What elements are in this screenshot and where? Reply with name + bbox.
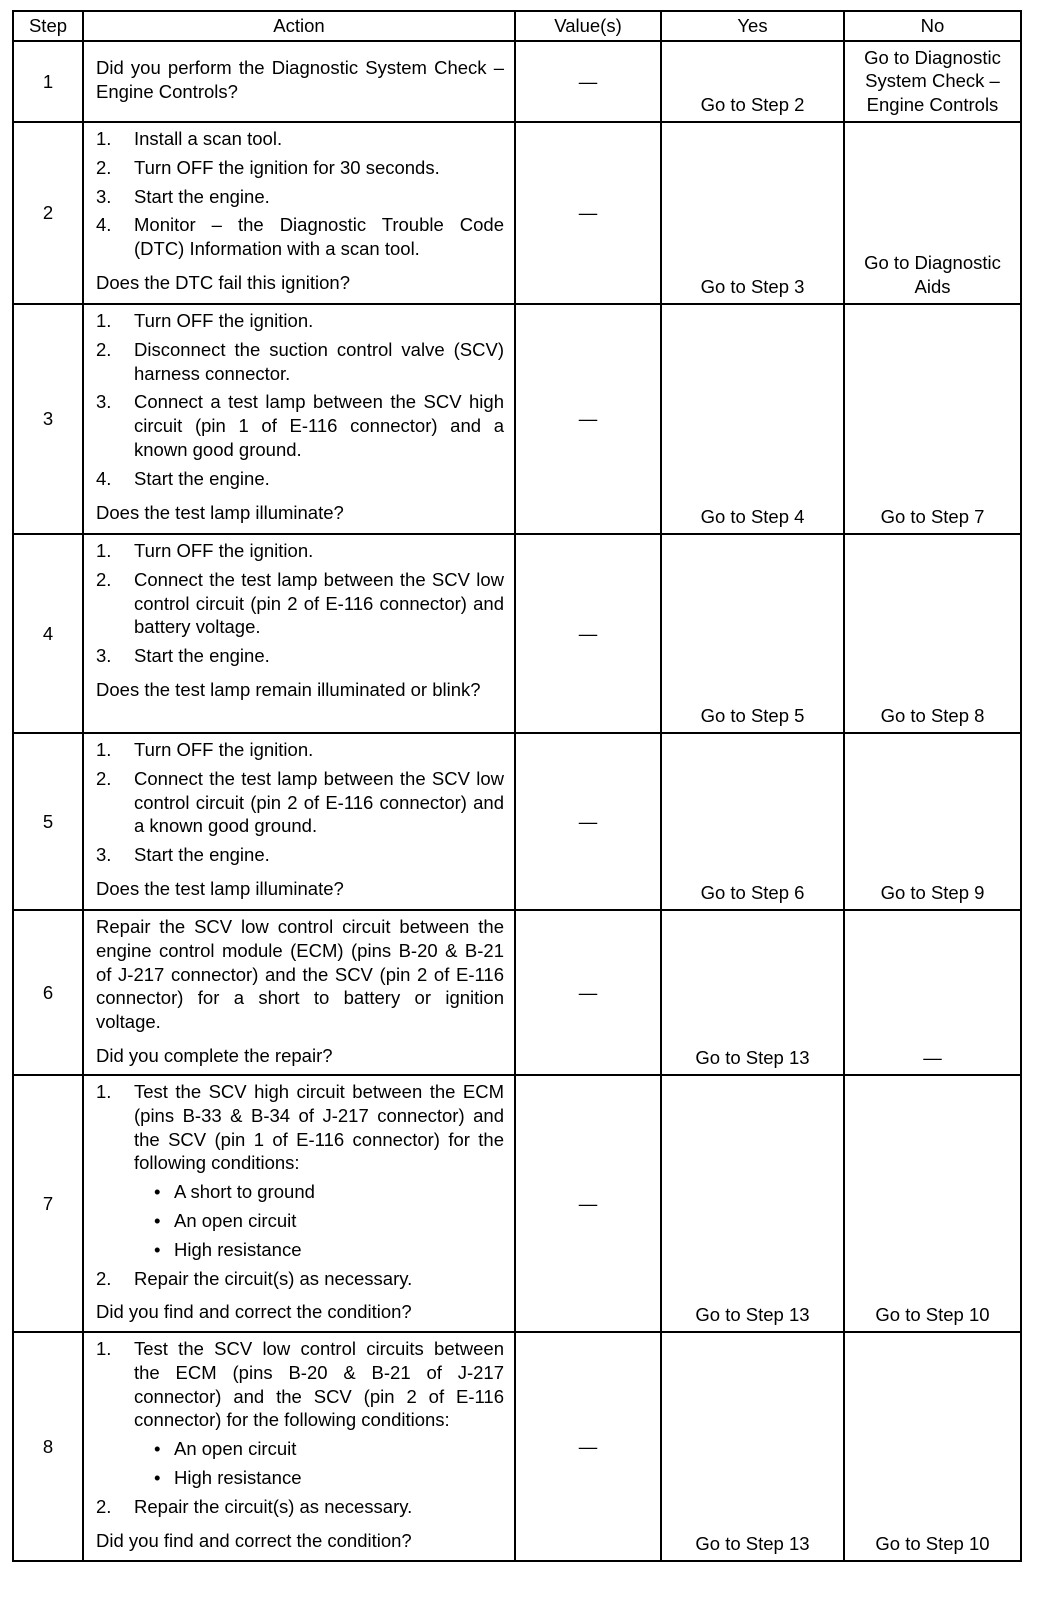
action-list [96, 738, 504, 867]
value-cell: — [515, 1332, 661, 1561]
item-text: Install a scan tool. [134, 128, 283, 149]
action-question: Did you perform the Diagnostic System Check – Engine Controls? [96, 57, 504, 102]
item-number: 3. [96, 645, 112, 667]
sub-item [96, 1437, 504, 1461]
step-number: 5 [13, 733, 83, 910]
no-cell: Go to Step 8 [844, 534, 1021, 733]
no-cell: Go to Step 7 [844, 304, 1021, 534]
table-row [13, 534, 1021, 733]
action-cell [83, 534, 515, 733]
no-cell: Go to Step 9 [844, 733, 1021, 910]
item-text: Disconnect the suction control valve (SCV) harness connector. [134, 338, 504, 384]
no-cell: Go to Diagnostic System Check – Engine Controls [844, 41, 1021, 122]
item-number: 2. [96, 568, 112, 590]
item-number: 2. [96, 156, 112, 178]
yes-cell: Go to Step 13 [661, 1332, 844, 1561]
item-number: 2. [96, 1495, 112, 1517]
diagnostic-table [12, 10, 1022, 1562]
table-row [13, 733, 1021, 910]
value-cell: — [515, 41, 661, 122]
item-number: 1. [96, 739, 112, 760]
item-number: 4. [96, 467, 112, 489]
action-item [96, 309, 504, 333]
action-cell [83, 1075, 515, 1332]
header-no: No [844, 11, 1021, 41]
item-number: 1. [96, 310, 112, 331]
yes-cell: Go to Step 6 [661, 733, 844, 910]
yes-cell: Go to Step 4 [661, 304, 844, 534]
action-item [96, 1080, 504, 1175]
table-row [13, 910, 1021, 1075]
action-cell [83, 304, 515, 534]
action-question: Does the DTC fail this ignition? [96, 271, 350, 293]
action-item [96, 539, 504, 563]
item-number: 3. [96, 391, 112, 413]
value-cell: — [515, 733, 661, 910]
action-item [96, 338, 504, 386]
sub-item [96, 1466, 504, 1490]
item-number: 1. [96, 128, 112, 149]
action-list [96, 1337, 504, 1519]
item-text: Connect a test lamp between the SCV high circuit (pin 1 of E-116 connector) and a known good ground. [134, 391, 504, 460]
value-cell: — [515, 122, 661, 304]
value-cell: — [515, 910, 661, 1075]
item-number: 1. [96, 1338, 112, 1359]
sub-item [96, 1180, 504, 1204]
item-text: Turn OFF the ignition. [134, 739, 314, 760]
sub-item-text: High resistance [174, 1466, 302, 1488]
step-number: 3 [13, 304, 83, 534]
bullet-icon: • [154, 1238, 161, 1260]
action-item [96, 1337, 504, 1432]
no-cell: Go to Step 10 [844, 1075, 1021, 1332]
item-text: Start the engine. [134, 645, 270, 667]
no-cell: — [844, 910, 1021, 1075]
item-text: Start the engine. [134, 467, 270, 489]
action-paragraph: Repair the SCV low control circuit between the engine control module (ECM) (pins B-20 & B-21 of J-217 connector) and the SCV (pin 2 of E-116 connector) for a short to battery or ignition voltage. [96, 916, 504, 1033]
step-number: 2 [13, 122, 83, 304]
item-text: Connect the test lamp between the SCV low control circuit (pin 2 of E-116 connector) and a known good ground. [134, 767, 504, 837]
action-question: Does the test lamp illuminate? [96, 877, 344, 899]
item-number: 3. [96, 185, 112, 207]
action-list [96, 309, 504, 491]
item-text: Turn OFF the ignition. [134, 310, 314, 331]
table-row [13, 304, 1021, 534]
value-cell: — [515, 1075, 661, 1332]
action-question: Did you complete the repair? [96, 1044, 333, 1066]
yes-cell: Go to Step 5 [661, 534, 844, 733]
bullet-icon: • [154, 1181, 161, 1203]
yes-cell: Go to Step 13 [661, 910, 844, 1075]
bullet-icon: • [154, 1438, 161, 1460]
yes-cell: Go to Step 13 [661, 1075, 844, 1332]
sub-item [96, 1209, 504, 1233]
item-text: Repair the circuit(s) as necessary. [134, 1495, 413, 1517]
step-number: 6 [13, 910, 83, 1075]
item-text: Start the engine. [134, 844, 270, 866]
item-text: Turn OFF the ignition. [134, 540, 314, 561]
no-cell: Go to Step 10 [844, 1332, 1021, 1561]
item-number: 2. [96, 338, 112, 360]
header-step: Step [13, 11, 83, 41]
action-item [96, 738, 504, 762]
table-row [13, 1332, 1021, 1561]
value-cell: — [515, 534, 661, 733]
action-question: Does the test lamp illuminate? [96, 501, 344, 523]
action-item [96, 1495, 504, 1519]
yes-cell: Go to Step 2 [661, 41, 844, 122]
action-question: Did you find and correct the condition? [96, 1529, 412, 1551]
action-cell [83, 733, 515, 910]
sub-item [96, 1238, 504, 1262]
table-body [13, 41, 1021, 1561]
item-number: 4. [96, 214, 112, 236]
step-number: 4 [13, 534, 83, 733]
action-item [96, 843, 504, 867]
item-number: 3. [96, 844, 112, 866]
table-row [13, 41, 1021, 122]
sub-item-text: An open circuit [174, 1209, 297, 1231]
table-row [13, 122, 1021, 304]
action-cell [83, 122, 515, 304]
action-item [96, 568, 504, 639]
action-item [96, 644, 504, 668]
action-item [96, 185, 504, 209]
step-number: 1 [13, 41, 83, 122]
action-cell [83, 910, 515, 1075]
action-item [96, 213, 504, 261]
item-text: Test the SCV high circuit between the ECM (pins B-33 & B-34 of J-217 connector) and the SCV (pin 1 of E-116 connector) for the following conditions: [134, 1081, 504, 1174]
bullet-icon: • [154, 1209, 161, 1231]
item-text: Monitor – the Diagnostic Trouble Code (DTC) Information with a scan tool. [134, 214, 504, 260]
step-number: 8 [13, 1332, 83, 1561]
action-item [96, 127, 504, 151]
action-item [96, 467, 504, 491]
sub-item-text: An open circuit [174, 1438, 297, 1460]
value-cell: — [515, 304, 661, 534]
action-item [96, 390, 504, 461]
item-text: Repair the circuit(s) as necessary. [134, 1267, 413, 1289]
header-values: Value(s) [515, 11, 661, 41]
item-text: Test the SCV low control circuits between the ECM (pins B-20 & B-21 of J-217 connector) and the SCV (pin 2 of E-116 connector) for the following conditions: [134, 1338, 504, 1431]
bullet-icon: • [154, 1466, 161, 1488]
action-list [96, 127, 504, 261]
yes-cell: Go to Step 3 [661, 122, 844, 304]
item-number: 1. [96, 540, 112, 561]
header-row [13, 11, 1021, 41]
action-question: Did you find and correct the condition? [96, 1301, 412, 1323]
header-action: Action [83, 11, 515, 41]
item-text: Start the engine. [134, 185, 270, 207]
action-list [96, 1080, 504, 1290]
sub-item-text: High resistance [174, 1238, 302, 1260]
item-text: Turn OFF the ignition for 30 seconds. [134, 156, 440, 178]
item-number: 2. [96, 1267, 112, 1289]
no-cell: Go to Diagnostic Aids [844, 122, 1021, 304]
header-yes: Yes [661, 11, 844, 41]
step-number: 7 [13, 1075, 83, 1332]
action-question: Does the test lamp remain illuminated or blink? [96, 678, 481, 700]
action-cell [83, 1332, 515, 1561]
action-cell [83, 41, 515, 122]
action-item [96, 767, 504, 838]
table-row [13, 1075, 1021, 1332]
item-text: Connect the test lamp between the SCV low control circuit (pin 2 of E-116 connector) and battery voltage. [134, 568, 504, 638]
action-item [96, 156, 504, 180]
sub-item-text: A short to ground [174, 1181, 315, 1203]
action-item [96, 1267, 504, 1291]
action-list [96, 539, 504, 668]
item-number: 1. [96, 1081, 112, 1102]
item-number: 2. [96, 767, 112, 789]
